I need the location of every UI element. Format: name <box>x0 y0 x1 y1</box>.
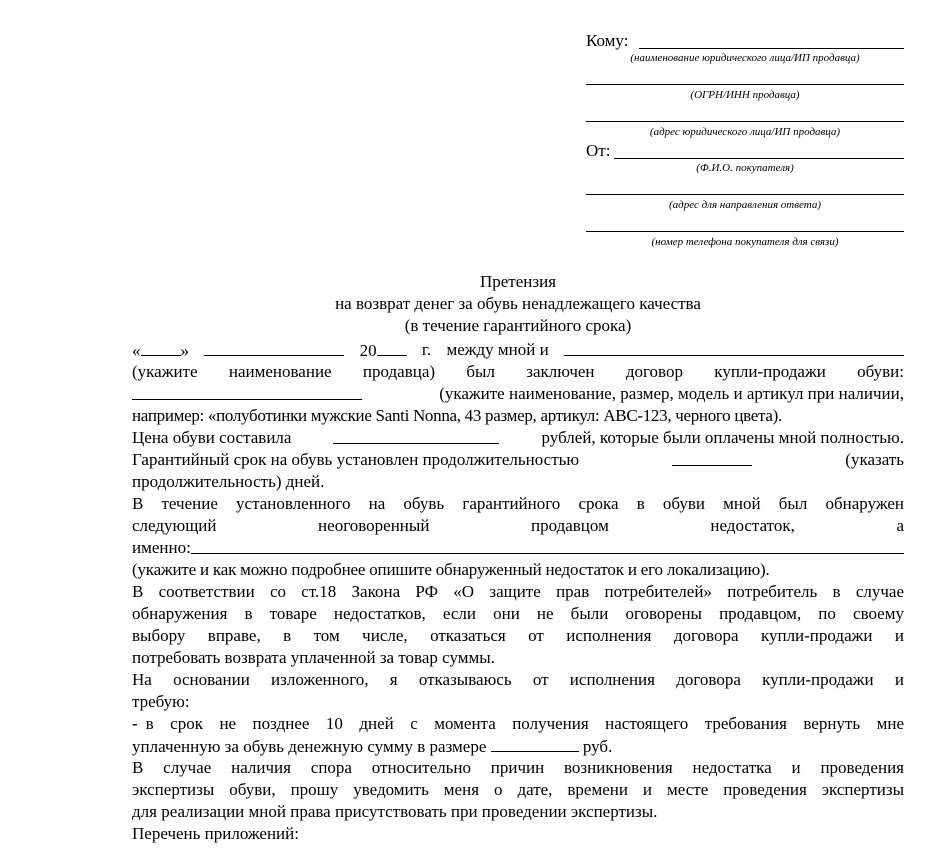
expertise-line-1: В случае наличия спора относительно причин возникновения недостатка и проведения <box>132 758 904 777</box>
defect-line <box>132 537 904 559</box>
demand-item-line <box>132 713 904 735</box>
doc-subtitle-period: (в течение гарантийного срока) <box>404 316 632 335</box>
ogrn-line <box>586 84 904 85</box>
warranty-label: Гарантийный срок на обувь установлен продолжительностью <box>132 450 580 469</box>
word-1: следующий <box>132 516 217 535</box>
basis-line: На основании изложенного, я отказываюсь от исполнения договора купли-продажи и <box>132 670 904 689</box>
example-line: например: «полуботинки мужские Santi Nonna, 43 размер, артикул: АВС-123, черного цвета). <box>132 406 782 425</box>
doc-subtitle: на возврат денег за обувь ненадлежащего качества <box>335 294 701 313</box>
from-caption: (Ф.И.О. покупателя) <box>696 162 794 174</box>
law-line-4: потребовать возврата уплаченной за товар суммы. <box>132 648 495 667</box>
price-label: Цена обуви составила <box>132 428 292 447</box>
price-blank <box>333 427 499 444</box>
between-text: между мной и <box>446 340 549 359</box>
expertise-line-3: для реализации мной права присутствовать при проведении экспертизы. <box>132 802 658 821</box>
doc-title: Претензия <box>479 272 557 291</box>
demand-item: в срок не позднее 10 дней с момента получения настоящего требования вернуть мне <box>145 714 904 733</box>
phone-caption: (номер телефона покупателя для связи) <box>651 236 839 248</box>
month-blank <box>204 339 344 356</box>
defect-blank <box>191 537 904 554</box>
amount-line <box>132 735 904 758</box>
warranty-blank <box>672 449 752 466</box>
price-suffix: рублей, которые были оплачены мной полностью. <box>541 428 904 447</box>
item-blank <box>132 383 362 400</box>
amount-blank <box>491 735 579 752</box>
expertise-line-2: экспертизы обуви, прошу уведомить меня о дате, времени и месте проведения экспертизы <box>132 780 904 799</box>
item-hint: (укажите наименование, размер, модель и артикул при наличии, <box>439 384 904 403</box>
address-line <box>586 121 904 122</box>
law-line-3: выбору вправе, в том числе, отказаться от исполнения договора купли-продажи и <box>132 626 904 645</box>
amount-label: уплаченную за обувь денежную сумму в размере <box>132 737 487 756</box>
law-line-2: обнаружения в товаре недостатков, если они не были оговорены продавцом, по своему <box>132 604 904 623</box>
item-line <box>132 383 904 405</box>
quote-open: « <box>132 341 141 360</box>
warranty-hint: (указать <box>845 450 904 469</box>
seller-blank <box>564 339 904 356</box>
price-line <box>132 427 904 449</box>
attachments-label: Перечень приложений: <box>132 824 299 843</box>
from-label: От: <box>586 141 611 160</box>
defect-words-line <box>132 515 904 537</box>
demand-label: требую: <box>132 692 190 711</box>
phone-line <box>586 231 904 232</box>
year-blank <box>377 339 407 356</box>
namely-label: именно: <box>132 538 191 557</box>
word-5: а <box>896 516 904 535</box>
word-3: продавцом <box>530 516 609 535</box>
address-caption: (адрес юридического лица/ИП продавца) <box>649 126 841 138</box>
year-prefix: 20 <box>359 341 377 360</box>
day-blank <box>141 339 181 356</box>
year-suffix: г. <box>421 340 432 359</box>
contract-line: (укажите наименование продавца) был заключен договор купли-продажи обуви: <box>132 362 904 381</box>
ogrn-caption: (ОГРН/ИНН продавца) <box>690 89 800 101</box>
from-line <box>614 158 904 159</box>
law-line-1: В соответствии со ст.18 Закона РФ «О защите прав потребителей» потребитель в случае <box>132 582 904 601</box>
date-line <box>132 339 904 362</box>
warranty-days: продолжительность) дней. <box>132 472 325 491</box>
defect-hint: (укажите и как можно подробнее опишите обнаруженный недостаток и его локализацию). <box>132 560 770 579</box>
word-4: недостаток, <box>710 516 795 535</box>
to-line <box>639 48 904 49</box>
word-2: неоговоренный <box>318 516 430 535</box>
reply-caption: (адрес для направления ответа) <box>668 199 822 211</box>
to-label: Кому: <box>586 31 629 50</box>
defect-intro: В течение установленного на обувь гарантийного срока в обуви мной был обнаружен <box>132 494 904 513</box>
reply-line <box>586 194 904 195</box>
amount-suffix: руб. <box>582 737 613 756</box>
warranty-line <box>132 449 904 471</box>
list-dash: - <box>132 714 138 733</box>
to-caption: (наименование юридического лица/ИП продавца) <box>630 52 860 64</box>
quote-close: » <box>180 341 189 360</box>
